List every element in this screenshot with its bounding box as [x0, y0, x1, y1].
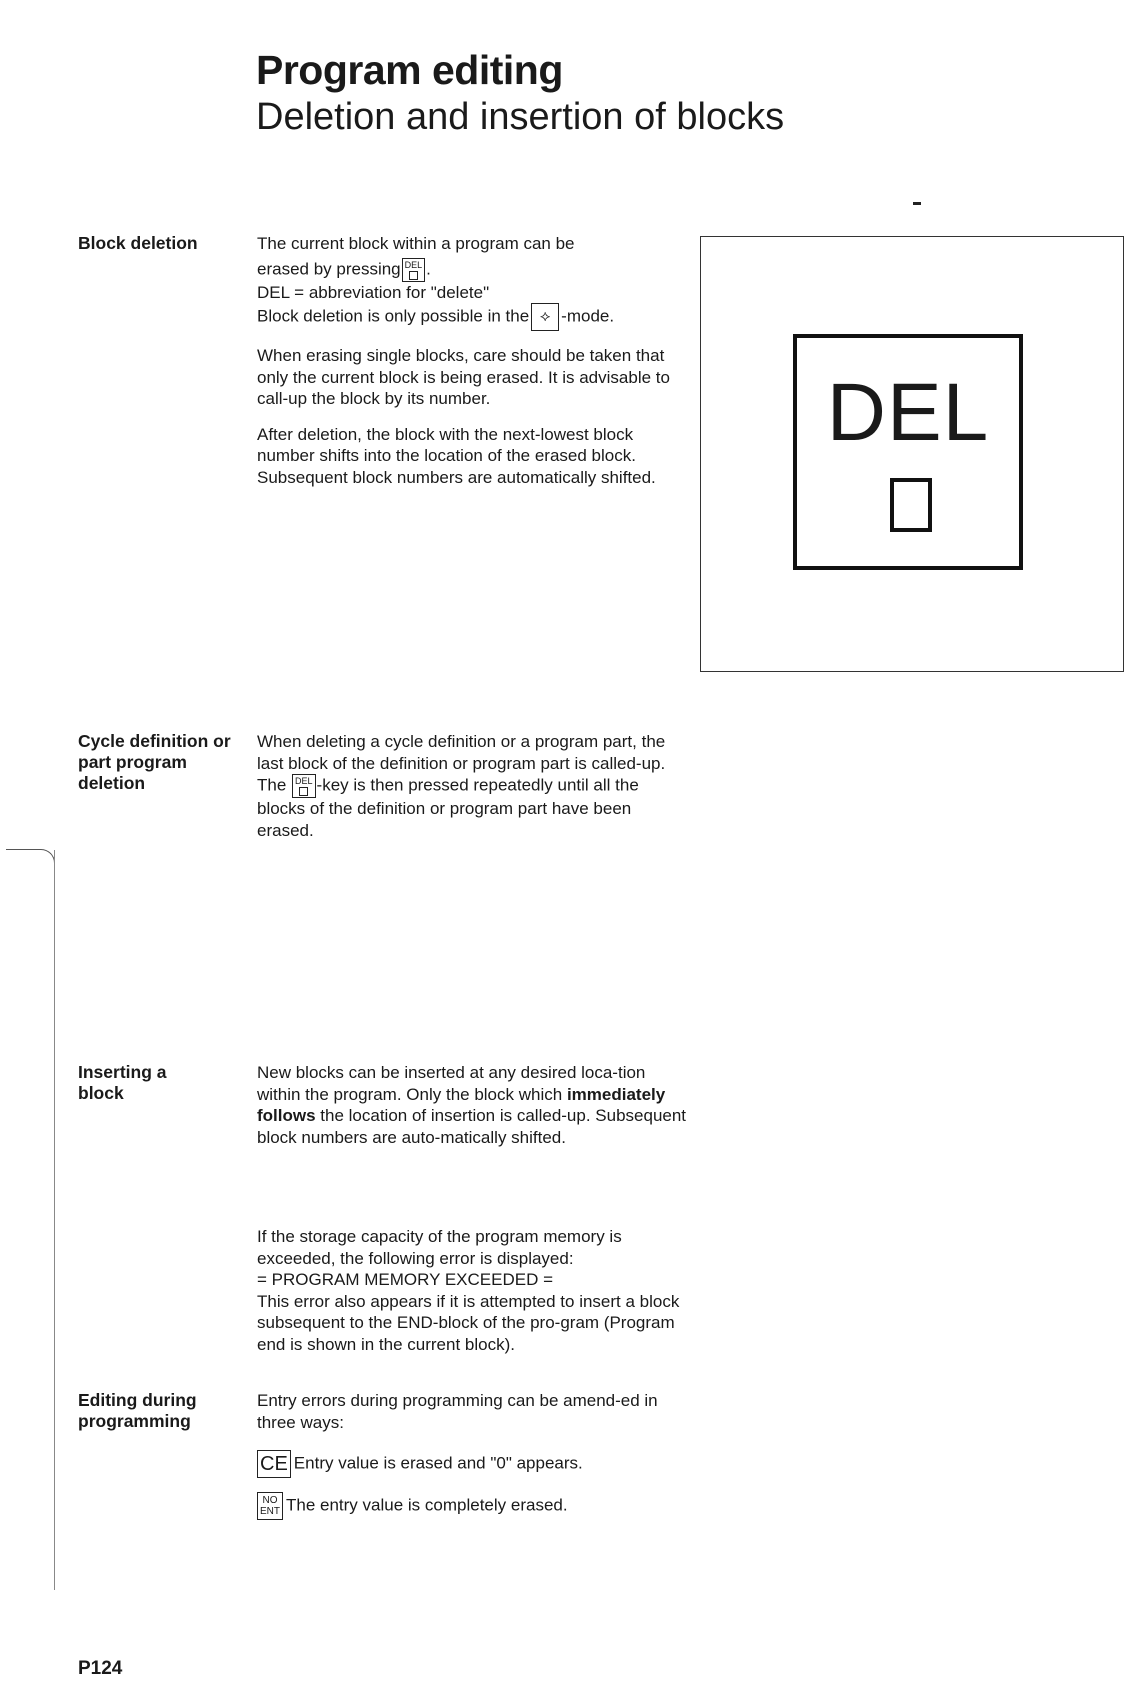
block-deletion-line4 — [257, 303, 687, 331]
heading-cycle-deletion: Cycle definition or part program deletion — [78, 731, 231, 793]
del-key-label: DEL — [295, 776, 313, 786]
cycle-deletion-para — [257, 731, 687, 841]
pen-arrow-icon: ⟡ — [531, 303, 559, 331]
cycle-deletion-text — [257, 731, 687, 841]
cycle-deletion-text-b: -key is then pressed repeatedly until all the blocks of the definition or program part have been erased. — [257, 775, 639, 840]
inserting-text-bold: immediately follows — [257, 1084, 666, 1125]
block-deletion-line4-text: Block deletion is only possible in the — [257, 306, 530, 326]
memory-line2: = PROGRAM MEMORY EXCEEDED = — [257, 1270, 553, 1289]
heading-inserting: Inserting a block — [78, 1062, 167, 1103]
margin-rule — [54, 850, 55, 1590]
page-number: P124 — [78, 1658, 123, 1679]
margin-curve — [6, 849, 55, 866]
del-key-icon — [292, 774, 316, 798]
editing-para: Entry errors during programming can be amend-ed in three ways: — [257, 1391, 658, 1432]
del-key-large-icon — [793, 334, 1023, 570]
inserting-text-b: the location of insertion is called-up. Subsequent block numbers are auto-matically shifted. — [257, 1106, 687, 1147]
memory-line3: This error also appears if it is attempted to insert a block subsequent to the END-block of the pro-gram (Program end is shown in the current block). — [257, 1291, 680, 1354]
stray-mark — [913, 202, 921, 205]
block-deletion-line2-text: erased by pressing — [257, 258, 401, 278]
no-ent-key-icon — [257, 1492, 283, 1520]
block-deletion-line2-end: . — [426, 258, 431, 278]
block-deletion-para3: After deletion, the block with the next-lowest block number shifts into the location of the erased block. — [257, 424, 636, 465]
inserting-text — [257, 1062, 687, 1148]
del-key-box — [299, 787, 308, 796]
block-deletion-text — [257, 233, 687, 488]
cycle-deletion-text-a: When deleting a cycle definition or a program part, the last block of the definition or program part is called-up. The — [257, 732, 666, 795]
inserting-text-a: New blocks can be inserted at any desired loca-tion within the program. Only the block which — [257, 1063, 646, 1104]
block-deletion-line2 — [257, 258, 687, 282]
memory-line1: If the storage capacity of the program memory is exceeded, the following error is displayed: — [257, 1227, 622, 1268]
block-deletion-line4-end: -mode. — [561, 306, 615, 326]
del-key-icon — [402, 258, 426, 282]
del-key-label: DEL — [404, 259, 423, 270]
block-deletion-line1: The current block within a program can be — [257, 234, 575, 253]
heading-editing: Editing during programming — [78, 1390, 197, 1431]
ce-description: Entry value is erased and "0" appears. — [293, 1453, 583, 1473]
memory-exceeded-text — [257, 1226, 687, 1355]
ce-key-icon: CE — [257, 1450, 291, 1478]
inserting-para1 — [257, 1062, 687, 1148]
heading-block-deletion: Block deletion — [78, 233, 198, 253]
block-deletion-para2: When erasing single blocks, care should be taken that only the current block is being erased. It is advisable to call-up the block by its number. — [257, 346, 670, 408]
page-title: Program editing — [256, 47, 563, 93]
no-ent-key-line2: ENT — [260, 1506, 280, 1517]
no-ent-description: The entry value is completely erased. — [286, 1495, 568, 1515]
block-deletion-line3: DEL = abbreviation for "delete" — [257, 282, 490, 302]
block-deletion-para3b: Subsequent block numbers are automatically shifted. — [257, 467, 656, 487]
del-key-large-label: DEL — [826, 367, 990, 458]
editing-text — [257, 1390, 687, 1433]
no-ent-key-line1: NO — [262, 1495, 278, 1506]
page-subtitle: Deletion and insertion of blocks — [256, 96, 785, 138]
editing-item-ce — [257, 1450, 687, 1478]
del-key-large-box — [890, 478, 932, 532]
del-key-box — [409, 271, 418, 280]
editing-item-noent — [257, 1492, 687, 1520]
